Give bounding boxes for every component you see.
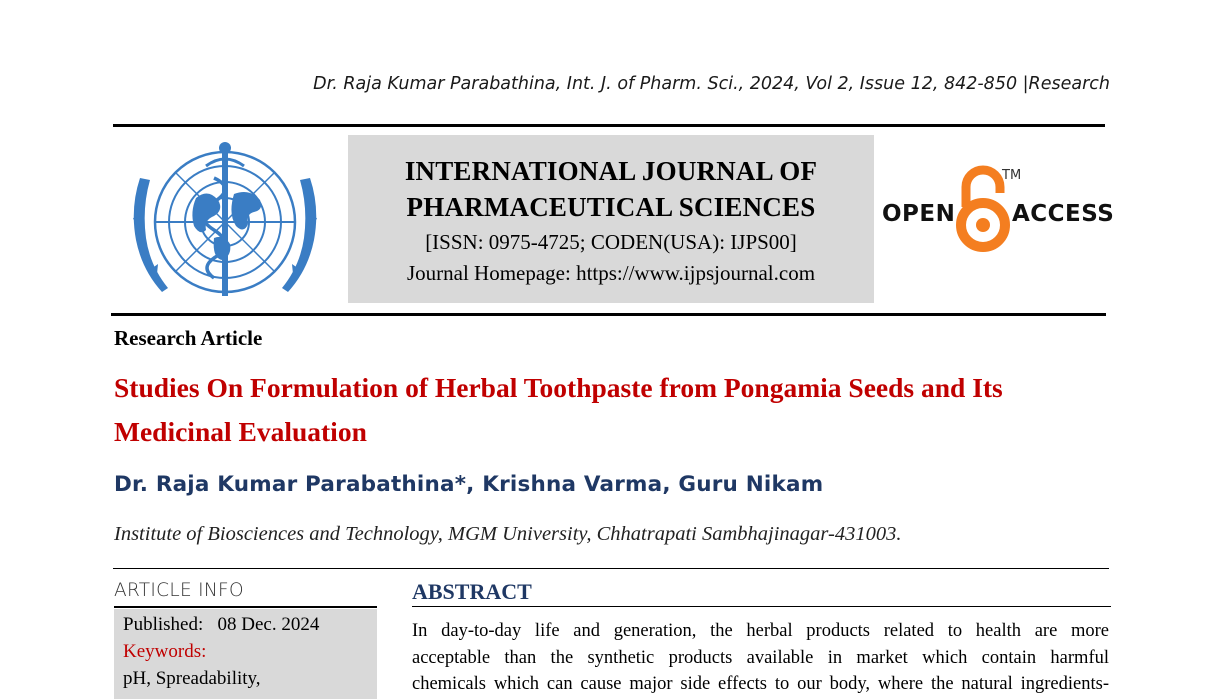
header-bottom-rule <box>111 313 1106 316</box>
section-divider <box>113 568 1109 569</box>
keywords-value: pH, Spreadability, <box>123 668 261 689</box>
journal-name-line2: PHARMACEUTICAL SCIENCES <box>406 192 816 222</box>
published-row <box>123 611 377 638</box>
affiliation: Institute of Biosciences and Technology, MGM University, Chhatrapati Sambhajinagar-431003. <box>114 523 902 545</box>
abstract-line: acceptable than the synthetic products available in market which contain harmful <box>412 647 1109 668</box>
abstract-heading: ABSTRACT <box>412 579 532 604</box>
article-type: Research Article <box>114 326 263 350</box>
open-access-access-text: ACCESS <box>1012 201 1115 227</box>
journal-issn: [ISSN: 0975-4725; CODEN(USA): IJPS00] <box>425 230 797 254</box>
abstract-line: In day-to-day life and generation, the herbal products related to health are more <box>412 621 1109 641</box>
header-top-rule <box>113 124 1105 127</box>
journal-banner <box>348 135 874 303</box>
trademark-text: TM <box>1002 168 1022 183</box>
journal-name-line1: INTERNATIONAL JOURNAL OF <box>404 156 818 186</box>
paper-title: Studies On Formulation of Herbal Toothpaste from Pongamia Seeds and Its Medicinal Evaluation <box>114 372 1003 447</box>
published-label: Published: <box>123 614 204 635</box>
article-info-heading: ARTICLE INFO <box>114 580 244 601</box>
article-info-box <box>114 609 377 699</box>
article-info-rule <box>114 606 377 608</box>
abstract-line: chemicals which can cause major side effects to our body, where the natural ingredients- <box>412 674 1109 694</box>
abstract-body <box>412 618 1109 698</box>
published-date: 08 Dec. 2024 <box>217 614 320 635</box>
journal-homepage[interactable]: Journal Homepage: https://www.ijpsjournal.com <box>406 261 816 285</box>
running-head: Dr. Raja Kumar Parabathina, Int. J. of Pharm. Sci., 2024, Vol 2, Issue 12, 842-850 |Research <box>313 74 1110 94</box>
open-access-open-text: OPEN <box>882 201 956 227</box>
journal-emblem-logo <box>126 138 324 306</box>
keywords-label: Keywords: <box>123 641 207 662</box>
open-access-logo <box>876 165 1115 255</box>
abstract-rule <box>412 606 1111 607</box>
author-list: Dr. Raja Kumar Parabathina*, Krishna Varma, Guru Nikam <box>114 472 824 497</box>
